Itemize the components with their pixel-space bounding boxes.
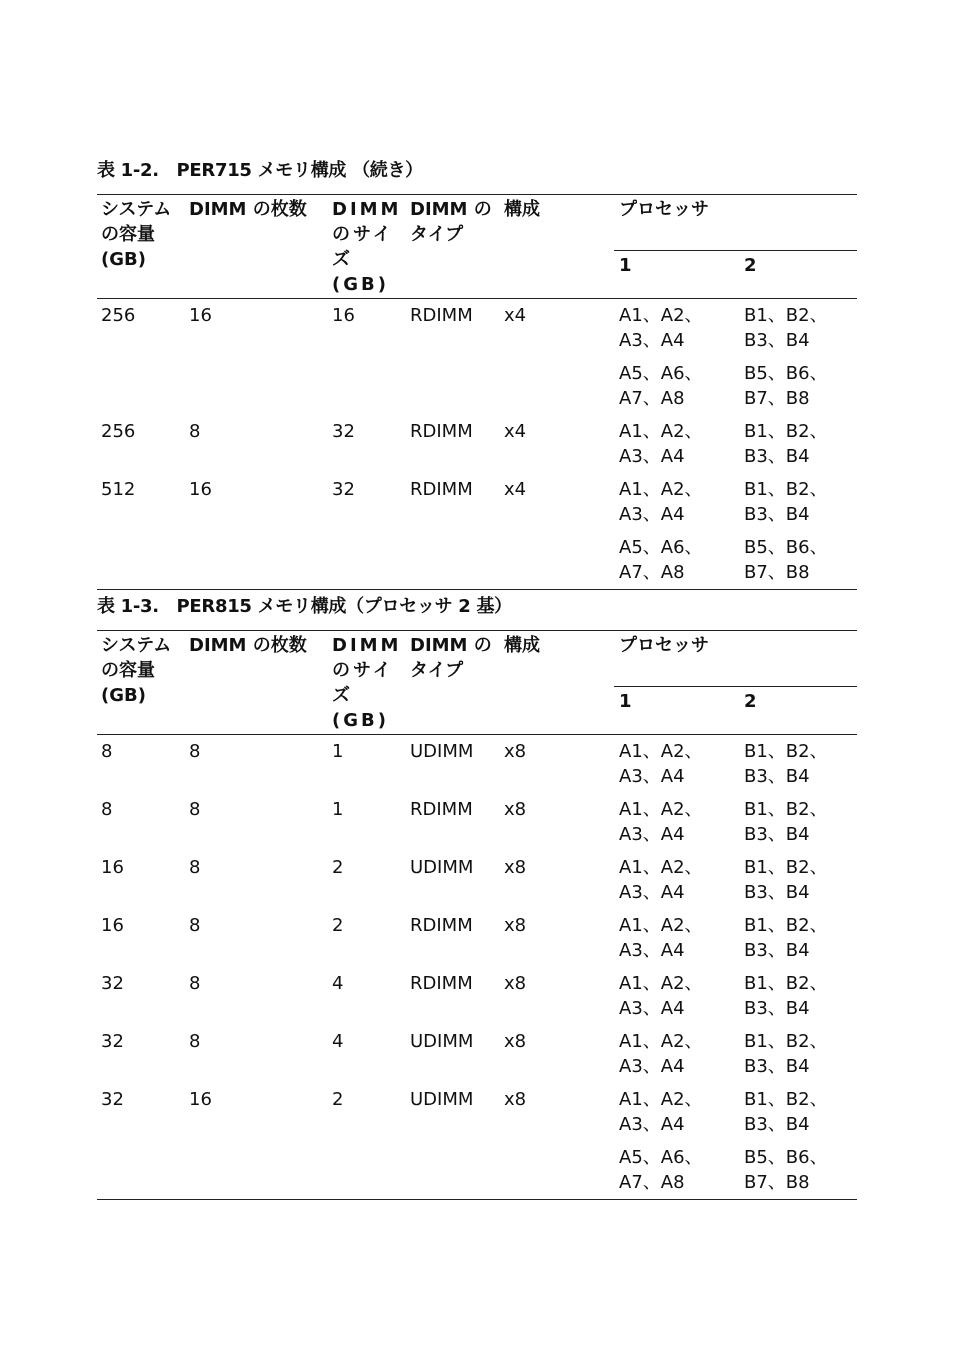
cell-dimm-type: RDIMM: [410, 421, 473, 442]
cell-dimm-count: 8: [189, 799, 201, 820]
cell-dimm-type: [406, 357, 500, 415]
cell-processor-2: [739, 793, 857, 851]
cell-capacity: 32: [101, 1031, 124, 1052]
cell-processor-1: [614, 531, 739, 590]
header-capacity: システムの容量 (GB): [97, 631, 185, 735]
header-processor-1: 1: [614, 687, 739, 735]
slot-line: A5、A6、: [619, 537, 703, 558]
table-row: [97, 473, 857, 531]
cell-config: x8: [504, 1089, 527, 1110]
slot-line: B1、B2、: [744, 857, 828, 878]
header-processor-1: 1: [614, 251, 739, 299]
cell-capacity: [97, 1141, 185, 1200]
slot-line: B1、B2、: [744, 741, 828, 762]
slot-line: A3、A4: [619, 504, 685, 525]
cell-capacity: [97, 531, 185, 590]
cell-processor-1: [614, 851, 739, 909]
cell-dimm-type: RDIMM: [410, 305, 473, 326]
slot-line: B5、B6、: [744, 1147, 828, 1168]
slot-line: A7、A8: [619, 562, 685, 583]
table-row: [97, 357, 857, 415]
slot-line: B3、B4: [744, 998, 810, 1019]
slot-line: A3、A4: [619, 824, 685, 845]
cell-dimm-size: 1: [332, 799, 344, 820]
cell-config: x4: [504, 305, 527, 326]
slot-line: A3、A4: [619, 882, 685, 903]
table-row: [97, 531, 857, 590]
cell-config: x8: [504, 857, 527, 878]
cell-config: [500, 531, 614, 590]
cell-dimm-type: UDIMM: [410, 1031, 474, 1052]
slot-line: A1、A2、: [619, 1089, 703, 1110]
cell-dimm-count: 16: [189, 1089, 212, 1110]
cell-dimm-size: 2: [332, 1089, 344, 1110]
cell-processor-2: [739, 299, 857, 358]
slot-line: A7、A8: [619, 388, 685, 409]
cell-dimm-size: 1: [332, 741, 344, 762]
slot-line: B3、B4: [744, 1056, 810, 1077]
cell-dimm-count: 8: [189, 1031, 201, 1052]
cell-dimm-type: RDIMM: [410, 799, 473, 820]
cell-dimm-count: [185, 357, 328, 415]
cell-processor-1: [614, 1083, 739, 1141]
cell-capacity: 256: [101, 305, 136, 326]
header-dimm-type: DIMM のタイプ: [406, 631, 500, 735]
slot-line: B1、B2、: [744, 915, 828, 936]
table-row: [97, 967, 857, 1025]
cell-config: x8: [504, 1031, 527, 1052]
slot-line: A5、A6、: [619, 363, 703, 384]
slot-line: B3、B4: [744, 940, 810, 961]
cell-processor-1: [614, 415, 739, 473]
slot-line: A3、A4: [619, 1056, 685, 1077]
slot-line: B1、B2、: [744, 1089, 828, 1110]
cell-dimm-size: 32: [332, 479, 355, 500]
slot-line: B1、B2、: [744, 1031, 828, 1052]
header-config: 構成: [500, 195, 614, 299]
cell-dimm-count: [185, 531, 328, 590]
table-row: [97, 1025, 857, 1083]
cell-dimm-size: [328, 357, 406, 415]
slot-line: A1、A2、: [619, 799, 703, 820]
cell-config: [500, 1141, 614, 1200]
header-dimm-type: DIMM のタイプ: [406, 195, 500, 299]
table-row: [97, 735, 857, 794]
cell-processor-2: [739, 1083, 857, 1141]
cell-processor-1: [614, 357, 739, 415]
cell-processor-1: [614, 909, 739, 967]
header-processor: プロセッサ: [614, 631, 857, 687]
slot-line: A5、A6、: [619, 1147, 703, 1168]
table-row: [97, 851, 857, 909]
cell-dimm-count: 8: [189, 857, 201, 878]
cell-dimm-count: 8: [189, 421, 201, 442]
slot-line: B7、B8: [744, 562, 810, 583]
cell-dimm-count: [185, 1141, 328, 1200]
cell-dimm-size: 2: [332, 857, 344, 878]
cell-dimm-type: RDIMM: [410, 915, 473, 936]
slot-line: B3、B4: [744, 882, 810, 903]
slot-line: A1、A2、: [619, 857, 703, 878]
cell-dimm-size: 16: [332, 305, 355, 326]
cell-processor-1: [614, 473, 739, 531]
cell-processor-2: [739, 735, 857, 794]
cell-config: x8: [504, 915, 527, 936]
cell-config: x4: [504, 421, 527, 442]
slot-line: A1、A2、: [619, 421, 703, 442]
cell-processor-1: [614, 299, 739, 358]
cell-processor-2: [739, 531, 857, 590]
cell-capacity: 512: [101, 479, 136, 500]
header-config: 構成: [500, 631, 614, 735]
slot-line: B3、B4: [744, 824, 810, 845]
cell-config: x8: [504, 973, 527, 994]
slot-line: A1、A2、: [619, 973, 703, 994]
header-capacity: システムの容量 (GB): [97, 195, 185, 299]
header-dimm-count: DIMM の枚数: [185, 631, 328, 735]
cell-dimm-count: 8: [189, 915, 201, 936]
slot-line: A7、A8: [619, 1172, 685, 1193]
table-row: [97, 909, 857, 967]
table-1-2: [97, 194, 857, 590]
table-row: [97, 415, 857, 473]
cell-processor-2: [739, 1141, 857, 1200]
header-dimm-count: DIMM の枚数: [185, 195, 328, 299]
cell-dimm-type: RDIMM: [410, 973, 473, 994]
slot-line: B5、B6、: [744, 537, 828, 558]
cell-dimm-count: 8: [189, 973, 201, 994]
slot-line: B1、B2、: [744, 973, 828, 994]
cell-dimm-size: 32: [332, 421, 355, 442]
slot-line: B7、B8: [744, 1172, 810, 1193]
slot-line: B7、B8: [744, 388, 810, 409]
table-row: [97, 793, 857, 851]
slot-line: B3、B4: [744, 1114, 810, 1135]
cell-dimm-type: RDIMM: [410, 479, 473, 500]
header-processor-2: 2: [739, 251, 857, 299]
slot-line: B3、B4: [744, 766, 810, 787]
cell-processor-2: [739, 967, 857, 1025]
cell-dimm-type: UDIMM: [410, 1089, 474, 1110]
cell-processor-1: [614, 967, 739, 1025]
header-dimm-size: DIMM のサイズ (GB): [328, 631, 406, 735]
cell-processor-2: [739, 1025, 857, 1083]
slot-line: B3、B4: [744, 446, 810, 467]
slot-line: A3、A4: [619, 998, 685, 1019]
table-row: [97, 1141, 857, 1200]
cell-processor-1: [614, 793, 739, 851]
table-1-3-caption: 表 1-3. PER815 メモリ構成（プロセッサ 2 基）: [97, 596, 512, 617]
slot-line: A3、A4: [619, 446, 685, 467]
cell-capacity: 16: [101, 915, 124, 936]
slot-line: B3、B4: [744, 330, 810, 351]
cell-processor-2: [739, 909, 857, 967]
slot-line: A3、A4: [619, 940, 685, 961]
header-dimm-size: DIMM のサイズ (GB): [328, 195, 406, 299]
cell-dimm-type: [406, 1141, 500, 1200]
cell-processor-1: [614, 1025, 739, 1083]
cell-dimm-count: 16: [189, 479, 212, 500]
slot-line: A1、A2、: [619, 479, 703, 500]
cell-processor-2: [739, 473, 857, 531]
cell-capacity: 16: [101, 857, 124, 878]
cell-processor-2: [739, 357, 857, 415]
header-processor: プロセッサ: [614, 195, 857, 251]
slot-line: B3、B4: [744, 504, 810, 525]
slot-line: B5、B6、: [744, 363, 828, 384]
slot-line: A1、A2、: [619, 915, 703, 936]
slot-line: A1、A2、: [619, 741, 703, 762]
header-processor-2: 2: [739, 687, 857, 735]
cell-processor-2: [739, 851, 857, 909]
cell-config: x8: [504, 741, 527, 762]
slot-line: B1、B2、: [744, 305, 828, 326]
cell-dimm-size: 4: [332, 973, 344, 994]
cell-processor-1: [614, 1141, 739, 1200]
slot-line: B1、B2、: [744, 799, 828, 820]
cell-dimm-count: 8: [189, 741, 201, 762]
table-1-2-caption: 表 1-2. PER715 メモリ構成 （続き）: [97, 160, 423, 181]
slot-line: A1、A2、: [619, 305, 703, 326]
cell-processor-1: [614, 735, 739, 794]
cell-capacity: [97, 357, 185, 415]
cell-config: [500, 357, 614, 415]
cell-config: x8: [504, 799, 527, 820]
cell-capacity: 256: [101, 421, 136, 442]
cell-dimm-size: [328, 531, 406, 590]
slot-line: B1、B2、: [744, 479, 828, 500]
slot-line: A3、A4: [619, 330, 685, 351]
cell-dimm-size: 2: [332, 915, 344, 936]
cell-processor-2: [739, 415, 857, 473]
cell-capacity: 8: [101, 741, 113, 762]
table-1-3: [97, 630, 857, 1200]
cell-dimm-type: UDIMM: [410, 741, 474, 762]
slot-line: A3、A4: [619, 766, 685, 787]
table-row: [97, 1083, 857, 1141]
cell-capacity: 8: [101, 799, 113, 820]
cell-dimm-type: [406, 531, 500, 590]
slot-line: A1、A2、: [619, 1031, 703, 1052]
cell-dimm-size: [328, 1141, 406, 1200]
cell-config: x4: [504, 479, 527, 500]
cell-capacity: 32: [101, 1089, 124, 1110]
cell-dimm-type: UDIMM: [410, 857, 474, 878]
slot-line: B1、B2、: [744, 421, 828, 442]
table-row: [97, 299, 857, 358]
slot-line: A3、A4: [619, 1114, 685, 1135]
cell-dimm-count: 16: [189, 305, 212, 326]
cell-capacity: 32: [101, 973, 124, 994]
cell-dimm-size: 4: [332, 1031, 344, 1052]
